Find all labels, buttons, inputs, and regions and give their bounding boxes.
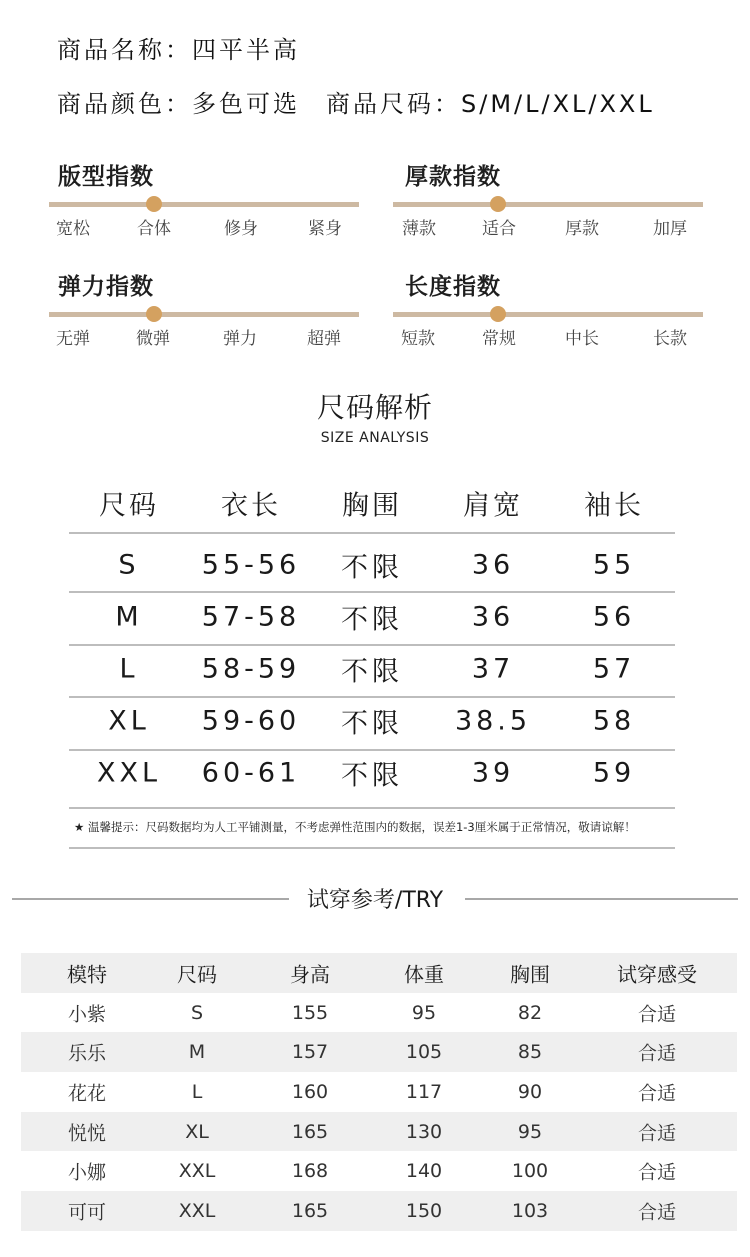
cell-feel: 合适 bbox=[637, 1082, 677, 1105]
stretch-index bbox=[49, 268, 361, 368]
cell-weight: 140 bbox=[405, 1160, 443, 1183]
cell-size: XL bbox=[185, 1120, 209, 1143]
product-color-label: 商品颜色： bbox=[57, 90, 192, 118]
cell-model: 小娜 bbox=[67, 1161, 107, 1184]
table-row bbox=[21, 1151, 737, 1191]
cell-length: 57-58 bbox=[201, 601, 301, 633]
cell-size: XXL bbox=[178, 1160, 216, 1183]
cell-size: M bbox=[115, 601, 143, 633]
length-index bbox=[393, 268, 705, 368]
product-size-value: S/M/L/XL/XXL bbox=[461, 90, 655, 118]
header-cell: 衣长 bbox=[221, 490, 281, 522]
divider bbox=[69, 847, 675, 849]
size-tip-note: ★ 温馨提示：尺码数据均为人工平铺测量，不考虑弹性范围内的数据，误差1-3厘米属于正常情况，敬请谅解！ bbox=[74, 820, 636, 834]
cell-size: S bbox=[118, 549, 140, 581]
table-row bbox=[21, 1112, 737, 1152]
cell-model: 可可 bbox=[67, 1201, 107, 1224]
thickness-index-label: 适合 bbox=[482, 219, 516, 239]
product-color-value: 多色可选 bbox=[192, 90, 300, 118]
length-index-title: 长度指数 bbox=[405, 274, 501, 300]
cell-sleeve: 57 bbox=[592, 653, 636, 685]
cell-weight: 150 bbox=[405, 1199, 443, 1222]
table-row bbox=[69, 747, 675, 799]
cell-shoulder: 39 bbox=[471, 757, 515, 789]
cell-feel: 合适 bbox=[637, 1161, 677, 1184]
length-index-label: 长款 bbox=[653, 329, 687, 349]
cell-model: 小紫 bbox=[67, 1003, 107, 1026]
table-row bbox=[21, 1032, 737, 1072]
length-index-track bbox=[393, 312, 703, 317]
product-color-size-line bbox=[57, 84, 655, 119]
try-on-table-header bbox=[21, 953, 737, 993]
cell-size: M bbox=[188, 1041, 206, 1064]
header-cell: 试穿感受 bbox=[617, 962, 697, 987]
cell-size: XL bbox=[108, 705, 150, 737]
try-on-table bbox=[21, 953, 737, 1231]
fit-index-label: 紧身 bbox=[308, 219, 342, 239]
cell-chest: 不限 bbox=[341, 552, 403, 584]
cell-shoulder: 36 bbox=[471, 601, 515, 633]
length-index-label: 短款 bbox=[401, 329, 435, 349]
cell-model: 花花 bbox=[67, 1082, 107, 1105]
stretch-index-label: 超弹 bbox=[307, 329, 341, 349]
cell-height: 155 bbox=[291, 1001, 329, 1024]
cell-chest: 90 bbox=[517, 1080, 543, 1103]
cell-length: 55-56 bbox=[201, 549, 301, 581]
cell-chest: 82 bbox=[517, 1001, 543, 1024]
cell-chest: 85 bbox=[517, 1041, 543, 1064]
cell-size: L bbox=[119, 653, 139, 685]
cell-height: 168 bbox=[291, 1160, 329, 1183]
cell-shoulder: 37 bbox=[471, 653, 515, 685]
header-cell: 袖长 bbox=[584, 490, 644, 522]
cell-model: 悦悦 bbox=[67, 1122, 107, 1145]
thickness-index-track bbox=[393, 202, 703, 207]
cell-feel: 合适 bbox=[637, 1122, 677, 1145]
header-cell: 模特 bbox=[67, 962, 107, 987]
try-on-title: 试穿参考/TRY bbox=[306, 888, 444, 913]
cell-height: 157 bbox=[291, 1041, 329, 1064]
thickness-index bbox=[393, 158, 705, 258]
length-index-label: 常规 bbox=[482, 329, 516, 349]
cell-weight: 95 bbox=[411, 1001, 437, 1024]
table-row bbox=[69, 695, 675, 747]
fit-index-label: 合体 bbox=[137, 219, 171, 239]
table-row bbox=[21, 1072, 737, 1112]
stretch-index-label: 弹力 bbox=[223, 329, 257, 349]
stretch-index-title: 弹力指数 bbox=[58, 274, 154, 300]
divider bbox=[69, 807, 675, 809]
product-name-line bbox=[57, 30, 300, 65]
table-row bbox=[69, 643, 675, 695]
cell-model: 乐乐 bbox=[67, 1042, 107, 1065]
cell-feel: 合适 bbox=[637, 1003, 677, 1026]
length-index-marker bbox=[490, 306, 506, 322]
fit-index-track bbox=[49, 202, 359, 207]
cell-weight: 105 bbox=[405, 1041, 443, 1064]
cell-length: 60-61 bbox=[201, 757, 301, 789]
size-analysis-title: 尺码解析 bbox=[316, 391, 433, 424]
thickness-index-marker bbox=[490, 196, 506, 212]
fit-index-label: 宽松 bbox=[56, 219, 90, 239]
cell-size: S bbox=[190, 1001, 204, 1024]
table-row bbox=[69, 591, 675, 643]
divider bbox=[69, 532, 675, 534]
cell-weight: 117 bbox=[405, 1080, 443, 1103]
header-cell: 尺码 bbox=[99, 490, 159, 522]
cell-chest: 103 bbox=[511, 1199, 549, 1222]
cell-feel: 合适 bbox=[637, 1201, 677, 1224]
stretch-index-track bbox=[49, 312, 359, 317]
cell-chest: 不限 bbox=[341, 760, 403, 792]
cell-sleeve: 56 bbox=[592, 601, 636, 633]
table-row bbox=[69, 539, 675, 591]
fit-index bbox=[49, 158, 361, 258]
fit-index-title: 版型指数 bbox=[58, 164, 154, 190]
cell-size: L bbox=[191, 1080, 203, 1103]
stretch-index-label: 微弹 bbox=[136, 329, 170, 349]
cell-length: 59-60 bbox=[201, 705, 301, 737]
thickness-index-label: 加厚 bbox=[653, 219, 687, 239]
cell-sleeve: 59 bbox=[592, 757, 636, 789]
length-index-label: 中长 bbox=[565, 329, 599, 349]
thickness-index-label: 厚款 bbox=[565, 219, 599, 239]
cell-height: 160 bbox=[291, 1080, 329, 1103]
cell-size: XXL bbox=[178, 1199, 216, 1222]
table-row bbox=[21, 993, 737, 1033]
cell-chest: 不限 bbox=[341, 708, 403, 740]
fit-index-marker bbox=[146, 196, 162, 212]
header-cell: 肩宽 bbox=[463, 490, 523, 522]
product-name-value: 四平半高 bbox=[192, 36, 300, 64]
cell-length: 58-59 bbox=[201, 653, 301, 685]
cell-shoulder: 38.5 bbox=[454, 705, 532, 737]
table-row bbox=[21, 1191, 737, 1231]
divider bbox=[465, 898, 738, 900]
cell-chest: 不限 bbox=[341, 604, 403, 636]
cell-sleeve: 58 bbox=[592, 705, 636, 737]
cell-chest: 100 bbox=[511, 1160, 549, 1183]
cell-weight: 130 bbox=[405, 1120, 443, 1143]
product-size-label: 商品尺码： bbox=[326, 90, 461, 118]
cell-size: XXL bbox=[96, 757, 162, 789]
cell-sleeve: 55 bbox=[592, 549, 636, 581]
stretch-index-label: 无弹 bbox=[56, 329, 90, 349]
cell-height: 165 bbox=[291, 1199, 329, 1222]
header-cell: 体重 bbox=[404, 962, 444, 987]
cell-height: 165 bbox=[291, 1120, 329, 1143]
size-table-header bbox=[69, 474, 675, 532]
cell-shoulder: 36 bbox=[471, 549, 515, 581]
header-cell: 尺码 bbox=[177, 962, 217, 987]
stretch-index-marker bbox=[146, 306, 162, 322]
cell-chest: 不限 bbox=[341, 656, 403, 688]
fit-index-label: 修身 bbox=[224, 219, 258, 239]
header-cell: 胸围 bbox=[342, 490, 402, 522]
cell-chest: 95 bbox=[517, 1120, 543, 1143]
header-cell: 胸围 bbox=[510, 962, 550, 987]
thickness-index-label: 薄款 bbox=[402, 219, 436, 239]
size-table bbox=[69, 474, 675, 799]
cell-feel: 合适 bbox=[637, 1042, 677, 1065]
header-cell: 身高 bbox=[290, 962, 330, 987]
size-analysis-subtitle: SIZE ANALYSIS bbox=[320, 430, 430, 446]
product-name-label: 商品名称： bbox=[57, 36, 192, 64]
thickness-index-title: 厚款指数 bbox=[405, 164, 501, 190]
